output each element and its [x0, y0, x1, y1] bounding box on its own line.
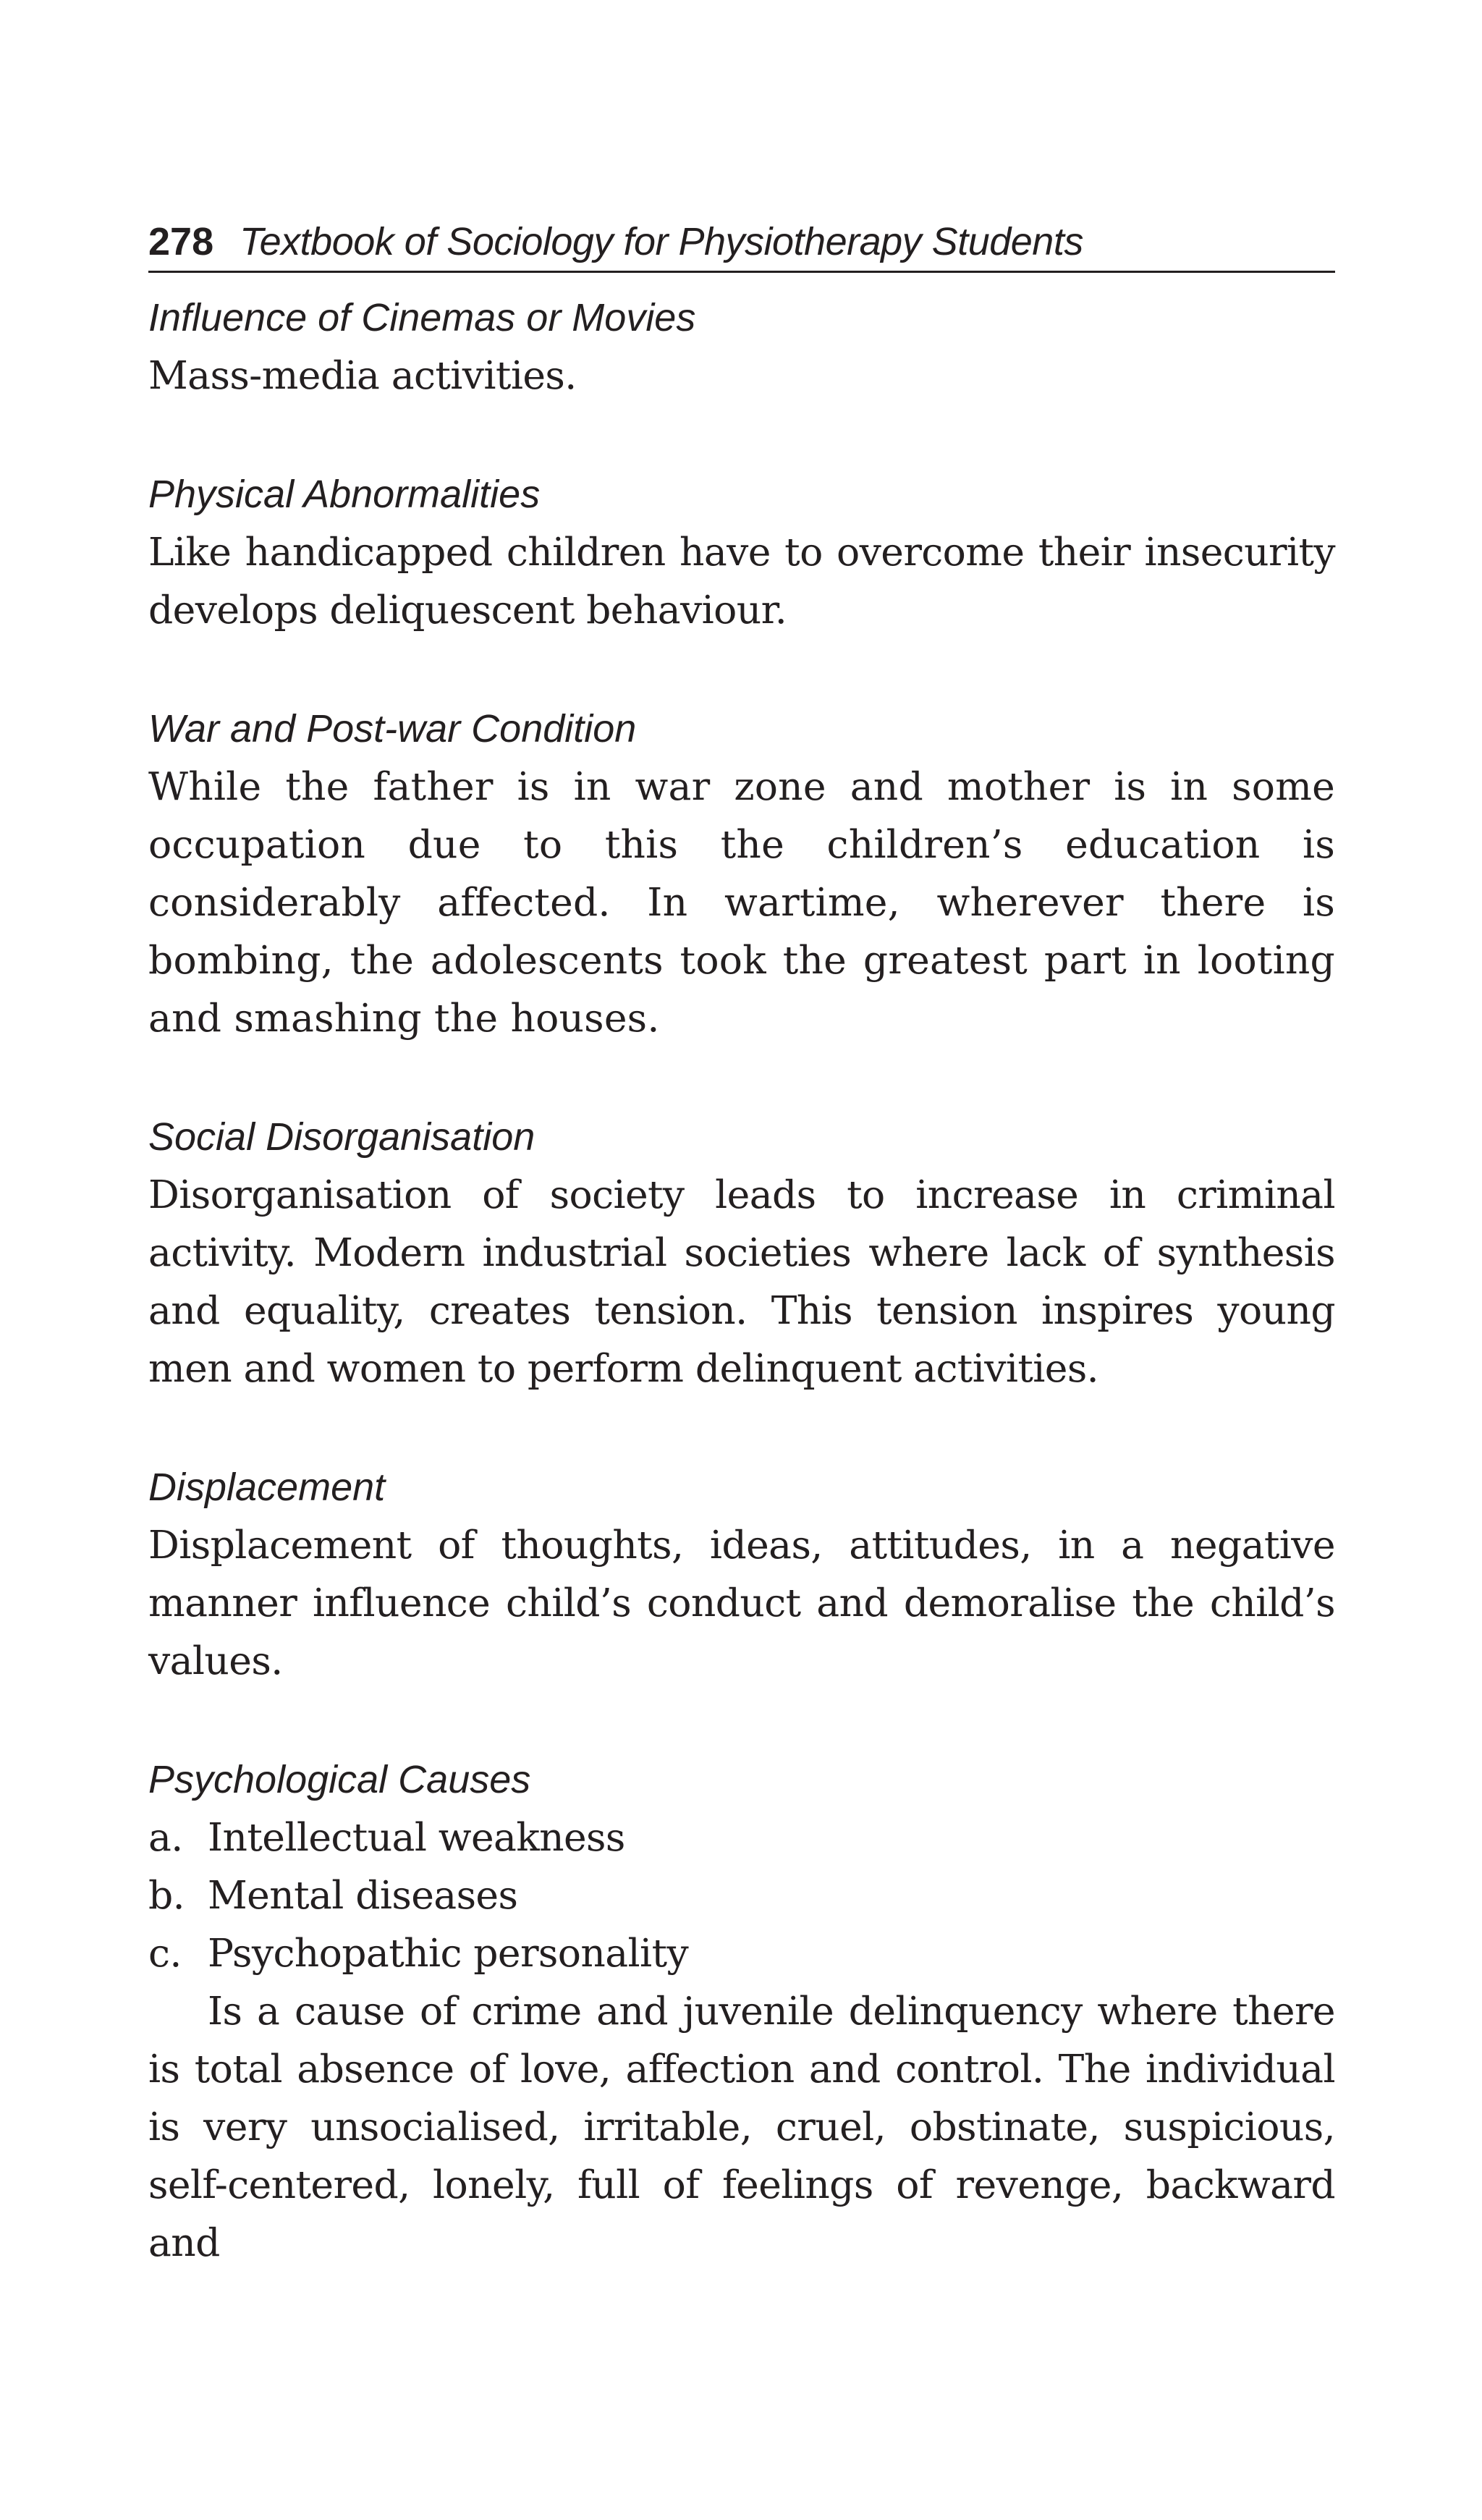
list-marker: b. [148, 1872, 185, 1918]
section-paragraph: Like handicapped children have to overcome their insecurity develops deliquescent behaviour. [148, 529, 1335, 633]
list-item [148, 1866, 1335, 1924]
section-psychological-causes [148, 1751, 1335, 2272]
causes-list [148, 1809, 1335, 1982]
section-paragraph: Disorganisation of society leads to increase in criminal activity. Modern industrial societies where lack of synthesis and equality, creates tension. This tension inspires young men and women to perform delinquent activities. [148, 1172, 1335, 1391]
section-social-disorganisation [148, 1108, 1335, 1398]
section-heading: Influence of Cinemas or Movies [148, 296, 696, 339]
section-heading: Displacement [148, 1466, 386, 1509]
section-paragraph: Displacement of thoughts, ideas, attitudes, in a negative manner influence child’s conduct and demoralise the child’s values. [148, 1522, 1335, 1683]
list-marker: c. [148, 1930, 182, 1976]
page-content [148, 289, 1335, 2272]
book-page [148, 217, 1335, 2272]
section-heading: Social Disorganisation [148, 1115, 535, 1159]
book-title: Textbook of Sociology for Physiotherapy Students [240, 220, 1083, 263]
list-item [148, 1924, 1335, 1982]
section-cinemas [148, 289, 1335, 405]
list-item-text: Mental diseases [208, 1872, 518, 1918]
list-item-text: Intellectual weakness [208, 1814, 625, 1860]
list-item [148, 1809, 1335, 1866]
section-physical-abnormalities [148, 465, 1335, 639]
running-head [148, 217, 1335, 273]
section-heading: Psychological Causes [148, 1758, 531, 1801]
section-paragraph: Is a cause of crime and juvenile delinquency where there is total absence of love, affection and control. The individual is very unsocialised, irritable, cruel, obstinate, suspicious, self-centered, lonely, full of feelings of revenge, backward and [148, 1988, 1335, 2265]
list-item-text: Psychopathic personality [208, 1930, 689, 1976]
list-marker: a. [148, 1814, 183, 1860]
section-paragraph: While the father is in war zone and mother is in some occupation due to this the children’s education is considerably affected. In wartime, wherever there is bombing, the adolescents took the greatest part in looting and smashing the houses. [148, 764, 1335, 1041]
section-displacement [148, 1458, 1335, 1690]
section-heading: Physical Abnormalities [148, 473, 541, 516]
section-paragraph: Mass-media activities. [148, 352, 577, 398]
section-war-condition [148, 700, 1335, 1047]
section-heading: War and Post-war Condition [148, 707, 637, 750]
page-number: 278 [148, 220, 214, 263]
